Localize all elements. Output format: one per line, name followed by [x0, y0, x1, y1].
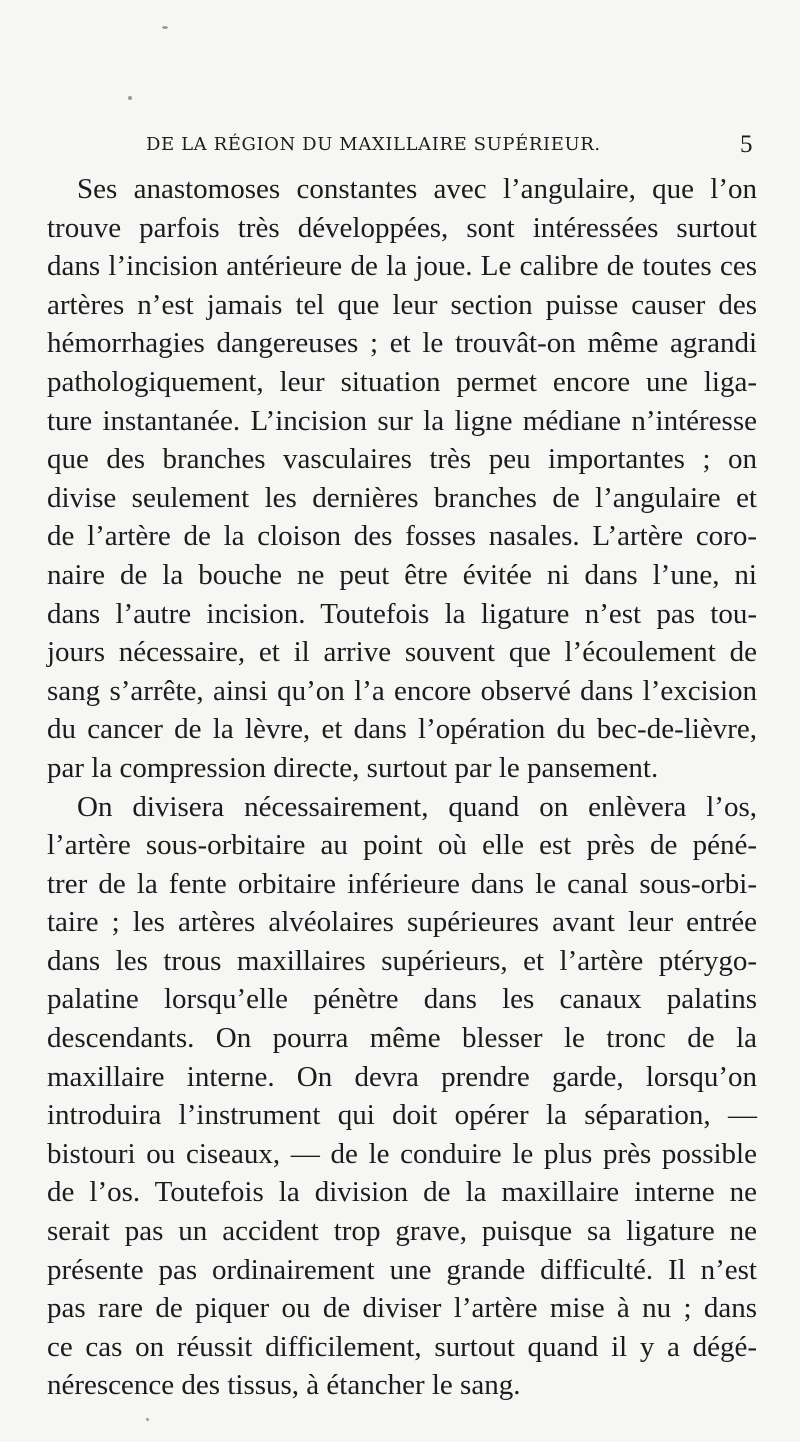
text-line: bistouri ou ciseaux, — de le conduire le plus près possible	[47, 1137, 757, 1170]
text-line: par la compression directe, surtout par le pansement.	[47, 751, 659, 784]
paper-speck	[162, 26, 168, 29]
running-header	[0, 128, 800, 162]
text-line: Ses anastomoses constantes avec l’angulaire, que l’on	[77, 173, 757, 205]
text-line: l’artère sous-orbitaire au point où elle est près de péné-	[47, 829, 757, 862]
text-line: trer de la fente orbitaire inférieure dans le canal sous-orbi-	[47, 867, 757, 900]
text-line: dans l’incision antérieure de la joue. Le calibre de toutes ces	[47, 250, 757, 283]
text-line: introduira l’instrument qui doit opérer la séparation, —	[47, 1099, 757, 1132]
text-line: On divisera nécessairement, quand on enlèvera l’os,	[77, 790, 757, 823]
text-line: du cancer de la lèvre, et dans l’opération du bec-de-lièvre,	[47, 713, 757, 746]
text-line: divise seulement les dernières branches de l’angulaire et	[47, 481, 757, 514]
text-line: trouve parfois très développées, sont intéressées surtout	[47, 211, 757, 244]
text-line: de l’artère de la cloison des fosses nasales. L’artère coro-	[47, 520, 757, 553]
paper-speck	[146, 1418, 149, 1421]
paragraph-1	[47, 170, 757, 788]
text-line: de l’os. Toutefois la division de la maxillaire interne ne	[47, 1176, 757, 1209]
text-line: hémorrhagies dangereuses ; et le trouvât-on même agrandi	[47, 327, 757, 360]
text-line: descendants. On pourra même blesser le tronc de la	[47, 1022, 757, 1055]
text-line: jours nécessaire, et il arrive souvent que l’écoulement de	[47, 636, 757, 669]
text-line: ture instantanée. L’incision sur la ligne médiane n’intéresse	[47, 404, 757, 437]
paper-speck	[128, 96, 132, 100]
text-line: pas rare de piquer ou de diviser l’artère mise à nu ; dans	[47, 1292, 757, 1325]
text-line: pathologiquement, leur situation permet encore une liga-	[47, 365, 757, 398]
text-line: sang s’arrête, ainsi qu’on l’a encore observé dans l’excision	[47, 674, 757, 707]
paragraph-2	[47, 788, 757, 1406]
text-line: ce cas on réussit difficilement, surtout quand il y a dégé-	[47, 1330, 757, 1363]
text-line: présente pas ordinairement une grande difficulté. Il n’est	[47, 1253, 757, 1286]
text-line: serait pas un accident trop grave, puisque sa ligature ne	[47, 1215, 757, 1248]
page-number: 5	[740, 131, 753, 158]
text-line: nérescence des tissus, à étancher le sang.	[47, 1369, 521, 1402]
text-line: que des branches vasculaires très peu importantes ; on	[47, 443, 757, 476]
text-line: taire ; les artères alvéolaires supérieures avant leur entrée	[47, 906, 757, 939]
text-line: maxillaire interne. On devra prendre garde, lorsqu’on	[47, 1060, 757, 1093]
text-line: naire de la bouche ne peut être évitée ni dans l’une, ni	[47, 558, 757, 591]
text-line: dans l’autre incision. Toutefois la ligature n’est pas tou-	[47, 597, 757, 630]
running-title: DE LA RÉGION DU MAXILLAIRE SUPÉRIEUR.	[146, 134, 601, 155]
text-line: dans les trous maxillaires supérieurs, et l’artère ptérygo-	[47, 944, 757, 977]
body-text	[47, 170, 757, 1405]
text-line: artères n’est jamais tel que leur section puisse causer des	[47, 288, 757, 321]
text-line: palatine lorsqu’elle pénètre dans les canaux palatins	[47, 983, 757, 1016]
